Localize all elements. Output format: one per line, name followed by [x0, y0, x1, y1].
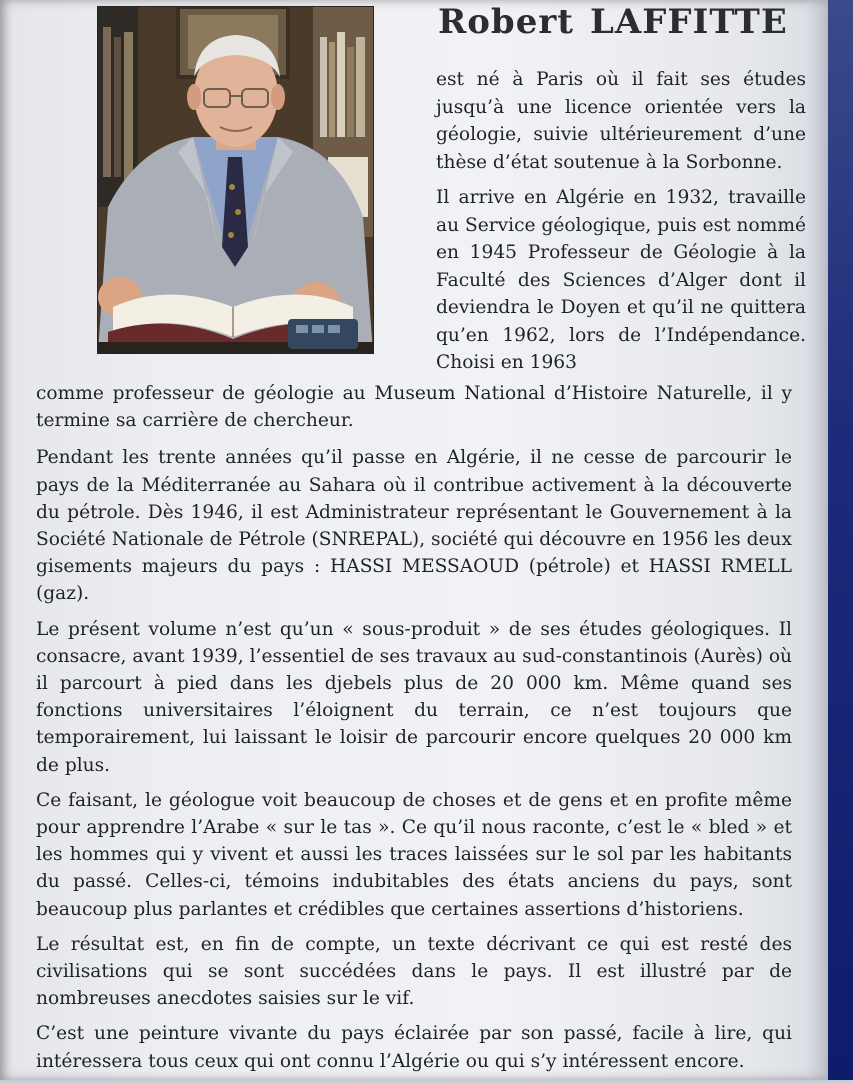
bio-paragraph-2-start: Il arrive en Algérie en 1932, travaille au Service géologique, puis est nommé en 1945 Professeur de Géologie à la Faculté des Sciences d’Alger dont il deviendra le Doyen et qu’il ne quittera qu’en 1962, lors de l’Indépendance. Choisi en 1963 — [436, 187, 806, 373]
author-last-name: LAFFITTE — [589, 2, 788, 42]
bio-paragraph-3: Pendant les trente années qu’il passe en Algérie, il ne cesse de parcourir le pays de la Méditerranée au Sahara où il contribue activement à la découverte du pétrole. Dès 1946, il est Administrateur représentant le Gouvernement à la Société Nationale de Pétrole (SNREPAL), société qui découvre en 1956 les deux gisements majeurs du pays : HASSI MESSAOUD (pétrole) et HASSI RMELL (gaz). — [36, 447, 792, 605]
portrait-illustration — [98, 7, 373, 353]
bio-paragraph-4: Le présent volume n’est qu’un « sous-produit » de ses études géologiques. Il consacre, avant 1939, l’essentiel de ses travaux au sud-constantinois (Aurès) où il parcourt à pied dans les djebels plus de 20 000 km. Même quand ses fonctions universitaires l’éloignent du terrain, ce n’est toujours que temporairement, lui laissant le loisir de parcourir encore quelques 20 000 km de plus. — [36, 618, 792, 776]
bio-body — [36, 380, 792, 1083]
blue-edge — [828, 0, 853, 1080]
author-portrait — [97, 6, 374, 354]
author-name — [438, 2, 788, 42]
bio-paragraph-7: C’est une peinture vivante du pays éclairée par son passé, facile à lire, qui intéressera tous ceux qui ont connu l’Algérie ou qui s’y intéressent encore. — [36, 1023, 792, 1072]
bio-paragraph-5: Ce faisant, le géologue voit beaucoup de choses et de gens et en profite même pour apprendre l’Arabe « sur le tas ». Ce qu’il nous raconte, c’est le « bled » et les hommes qui y vivent et aussi les traces laissées sur le sol par les habitants du passé. Celles-ci, témoins indubitables des états anciens du pays, sont beaucoup plus parlantes et crédibles que certaines assertions d’historiens. — [36, 789, 792, 920]
bio-paragraph-6: Le résultat est, en fin de compte, un texte décrivant ce qui est resté des civilisations qui se sont succédées dans le pays. Il est illustré par de nombreuses anecdotes saisies sur le vif. — [36, 933, 792, 1010]
bio-paragraph-2-end: comme professeur de géologie au Museum National d’Histoire Naturelle, il y termine sa carrière de chercheur. — [36, 383, 792, 432]
cover-edge-shadow — [806, 0, 828, 1080]
author-first-name: Robert — [438, 2, 574, 42]
bio-intro-column — [436, 66, 806, 377]
bio-paragraph-1: est né à Paris où il fait ses études jusqu’à une licence orientée vers la géologie, suivie ultérieurement d’une thèse d’état soutenue à la Sorbonne. — [436, 69, 806, 173]
